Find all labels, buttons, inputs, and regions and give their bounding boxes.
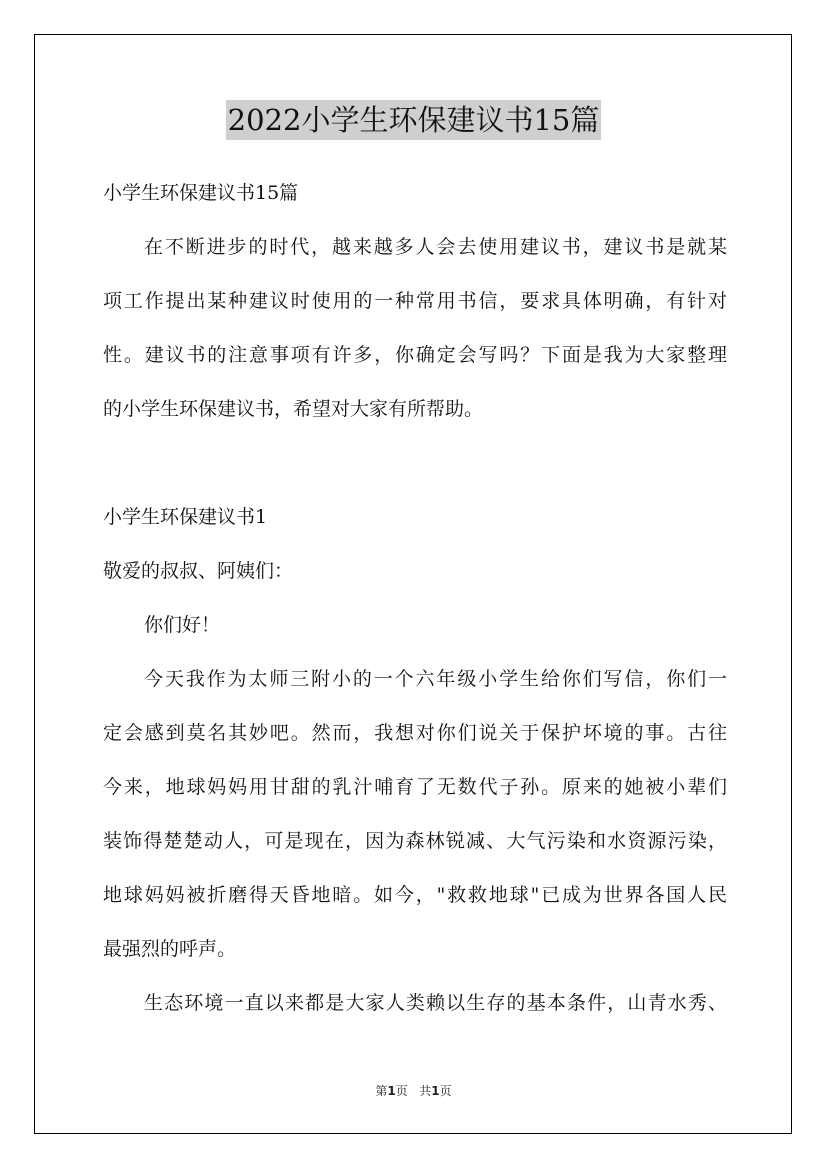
- paragraph-line: 定会感到莫名其妙吧。然而，我想对你们说关于保护坏境的事。古往: [103, 722, 727, 744]
- title-container: [0, 100, 827, 140]
- page-suffix: 页: [395, 1084, 408, 1098]
- spacer: [103, 533, 727, 555]
- line-spacer: [103, 911, 727, 933]
- paragraph-line: 装饰得楚楚动人，可是现在，因为森林锐减、大气污染和水资源污染，: [103, 830, 727, 852]
- intro-line: 在不断进步的时代，越来越多人会去使用建议书，建议书是就某: [144, 236, 727, 258]
- spacer: [103, 479, 727, 501]
- intro-line: 性。建议书的注意事项有许多，你确定会写吗？下面是我为大家整理: [103, 344, 727, 366]
- salutation: 敬爱的叔叔、阿姨们：: [103, 560, 294, 582]
- spacer: [103, 965, 727, 987]
- spacer: [103, 425, 727, 479]
- paragraph-line: 今天我作为太师三附小的一个六年级小学生给你们写信，你们一: [144, 668, 727, 690]
- intro-line: 的小学生环保建议书，希望对大家有所帮助。: [103, 398, 484, 420]
- page-total: 1: [431, 1084, 440, 1098]
- page-prefix: 第: [375, 1084, 388, 1098]
- line-spacer: [103, 749, 727, 771]
- intro-paragraph: [103, 231, 727, 425]
- page-number: 1: [387, 1084, 396, 1098]
- spacer: [103, 641, 727, 663]
- letter-paragraph: [103, 987, 727, 1019]
- document-body: [103, 177, 727, 1019]
- spacer: [103, 209, 727, 231]
- page-footer: [0, 1083, 827, 1099]
- line-spacer: [103, 317, 727, 339]
- paragraph-line: 地球妈妈被折磨得天昏地暗。如今，"救救地球"已成为世界各国人民: [103, 884, 727, 906]
- intro-line: 项工作提出某种建议时使用的一种常用书信，要求具体明确，有针对: [103, 290, 727, 312]
- line-spacer: [103, 263, 727, 285]
- total-prefix: 共: [419, 1084, 432, 1098]
- letter-paragraph: [103, 663, 727, 965]
- paragraph-line: 今来，地球妈妈用甘甜的乳汁哺育了无数代子孙。原来的她被小辈们: [103, 776, 727, 798]
- spacer: [103, 587, 727, 609]
- subtitle: 小学生环保建议书15篇: [103, 182, 299, 204]
- paragraph-line: 最强烈的呼声。: [103, 938, 237, 960]
- line-spacer: [103, 803, 727, 825]
- document-title: 2022小学生环保建议书15篇: [226, 100, 602, 140]
- line-spacer: [103, 371, 727, 393]
- section-heading: 小学生环保建议书1: [103, 506, 268, 528]
- total-suffix: 页: [439, 1084, 452, 1098]
- paragraph-line: 生态环境一直以来都是大家人类赖以生存的基本条件，山青水秀、: [144, 992, 727, 1014]
- line-spacer: [103, 857, 727, 879]
- line-spacer: [103, 695, 727, 717]
- greeting: 你们好！: [144, 614, 221, 636]
